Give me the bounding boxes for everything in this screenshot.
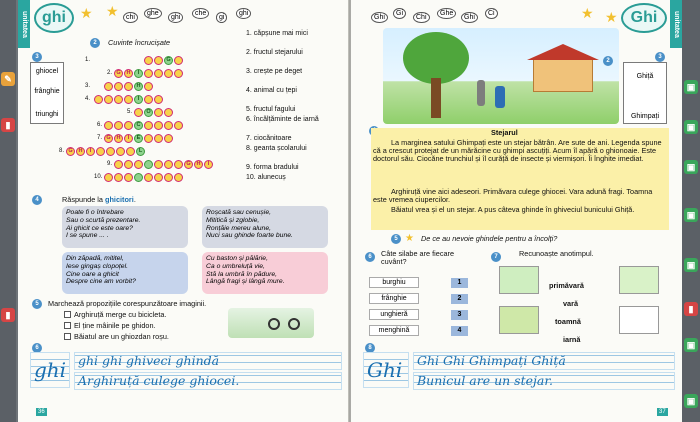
image-icon[interactable]: ▣ xyxy=(684,338,698,352)
crossword-row[interactable] xyxy=(104,173,183,182)
row-number: 4. xyxy=(84,96,90,102)
row-number: 1. xyxy=(84,57,90,63)
star-icon: ★ xyxy=(80,5,93,21)
row-number: 7. xyxy=(96,135,102,141)
left-toolbar xyxy=(0,0,16,422)
page-number: 36 xyxy=(38,409,45,415)
question-text: De ce au nevoie ghindele pentru a încolți? xyxy=(421,234,558,243)
page-number: 37 xyxy=(659,409,666,415)
exercise-number: 5 xyxy=(391,234,401,244)
exercise-number: 6 xyxy=(365,252,375,262)
clue-item: 10. alunecuș xyxy=(246,174,286,181)
crossword-row[interactable]: H xyxy=(104,82,153,91)
unit-tab: unitatea xyxy=(18,0,30,48)
row-number: 10. xyxy=(94,174,103,180)
right-toolbar xyxy=(682,0,700,422)
clue-item: 5. fructul fagului xyxy=(246,106,296,113)
page-right xyxy=(351,0,682,422)
exercise-number: 3 xyxy=(32,52,42,62)
handwriting-text: Arghiruță culege ghiocei. xyxy=(78,373,240,388)
syllable-bubble: Ghe xyxy=(437,8,456,19)
syllable-bubble: ghi xyxy=(168,12,183,23)
season-label: toamnă xyxy=(555,317,581,326)
lesson-brand: Ghi xyxy=(621,3,667,33)
clue-item: 3. crește pe deget xyxy=(246,68,303,75)
picture-panel xyxy=(623,62,667,124)
syllable-bubble: che xyxy=(192,8,209,19)
image-icon[interactable]: ▣ xyxy=(684,160,698,174)
bookmark-icon[interactable]: ▮ xyxy=(1,308,15,322)
unit-tab: unitatea xyxy=(670,0,682,48)
riddle-card: Cu baston și pălărie, Ca o umbreluță vie, Stă la umbră în pădure, Lângă fragi și lângă mure. xyxy=(202,252,328,294)
clue-item: 6. încălțăminte de iarnă xyxy=(246,116,319,123)
exercise-title: Răspunde la ghicitori. xyxy=(62,195,136,204)
reading-title: Stejarul xyxy=(491,128,518,137)
exercise-number: 4 xyxy=(32,195,42,205)
riddle-card: Roșcată sau cenușie, Mititică și zglobie, Ronțăie mereu alune, Nuci sau ghinde foarte bune. xyxy=(202,206,328,248)
exercise-number: 7 xyxy=(491,252,501,262)
star-icon: ★ xyxy=(106,3,119,19)
syllable-bubble: Ghi xyxy=(461,12,478,23)
star-icon: ★ xyxy=(605,9,618,25)
boy-on-bike-illustration xyxy=(228,308,314,338)
bookmark-icon[interactable]: ▮ xyxy=(1,118,15,132)
crossword-row[interactable]: G xyxy=(144,56,183,65)
row-number: 5. xyxy=(126,109,132,115)
word-box: burghiu xyxy=(369,277,419,288)
exercise-title: Câte silabe are fiecare cuvânt? xyxy=(381,249,455,267)
picture-label: triunghi xyxy=(35,111,59,118)
riddle-card: Poate fi o întrebare Sau o scurtă prezentare. Ai ghicit ce este oare? I se spune ... . xyxy=(62,206,188,248)
row-number: 3. xyxy=(84,83,90,89)
picture-label: Ghimpați xyxy=(630,113,659,120)
season-label: primăvară xyxy=(549,281,584,290)
clue-item: 8. geanta școlarului xyxy=(246,145,307,152)
syllable-count[interactable]: 4 xyxy=(451,326,468,336)
page-left xyxy=(18,0,349,422)
tree-picture xyxy=(499,306,539,334)
syllable-bubble: Gi xyxy=(393,8,406,19)
exercise-title: Cuvinte încrucișate xyxy=(108,38,171,47)
syllable-count[interactable]: 2 xyxy=(451,294,468,304)
syllable-bubble: ghe xyxy=(144,8,162,19)
image-icon[interactable]: ▣ xyxy=(684,208,698,222)
image-icon[interactable]: ▣ xyxy=(684,258,698,272)
checkbox-option[interactable]: Băiatul are un ghiozdan roșu. xyxy=(64,333,169,341)
exercise-number: 8 xyxy=(365,343,375,353)
bookmark-icon[interactable]: ▮ xyxy=(684,302,698,316)
syllable-bubble: Chi xyxy=(413,12,430,23)
exercise-title: Marchează propozițiile corespunzătoare imaginii. xyxy=(48,299,207,308)
pencil-icon[interactable]: ✎ xyxy=(1,72,15,86)
clue-item: 1. căpșune mai mici xyxy=(246,30,308,37)
season-label: iarnă xyxy=(563,335,581,344)
exercise-number: 2 xyxy=(603,56,613,66)
syllable-bubble: gi xyxy=(216,12,227,23)
picture-panel xyxy=(30,62,64,124)
clue-item: 2. fructul stejarului xyxy=(246,49,303,56)
row-number: 8. xyxy=(58,148,64,154)
lesson-brand: ghi xyxy=(34,3,74,33)
season-label: vară xyxy=(563,299,579,308)
tree-picture xyxy=(619,266,659,294)
checkbox-option[interactable]: Arghiruță merge cu bicicleta. xyxy=(64,311,166,319)
row-number: 2. xyxy=(106,70,112,76)
syllable-bubble: Ghi xyxy=(371,12,388,23)
exercise-number: 3 xyxy=(655,52,665,62)
image-icon[interactable]: ▣ xyxy=(684,80,698,94)
row-number: 9. xyxy=(106,161,112,167)
reading-paragraph: La marginea satului Ghimpați este un stejar bătrân. Are sute de ani. Legenda spune că a crescut protejat de un mărăcine cu ghimpi ascuțiți. Acum îl apără o ghionoaie. Este doctorul său. Ciocăne trunchiul și îl curăță de insecte și viermișori. Îi înghite imediat. xyxy=(373,138,662,164)
exercise-number: 2 xyxy=(90,38,100,48)
word-box: unghieră xyxy=(369,309,419,320)
picture-label: ghiocel xyxy=(35,68,59,75)
reading-paragraph: Arghiruță vine aici adeseori. Primăvara culege ghiocei. Vara adună fragi. Toamna este vremea ciupercilor. xyxy=(373,187,653,205)
image-icon[interactable]: ▣ xyxy=(684,120,698,134)
syllable-bubble: ghi xyxy=(236,8,251,19)
clue-item: 7. ciocănitoare xyxy=(246,135,292,142)
handwriting-model: Ghi xyxy=(367,358,403,382)
handwriting-text: ghi ghi ghiveci ghindă xyxy=(78,353,220,368)
syllable-count[interactable]: 3 xyxy=(451,310,468,320)
picture-label: Ghiță xyxy=(636,73,654,80)
village-illustration xyxy=(383,28,619,124)
syllable-bubble: chi xyxy=(123,12,138,23)
row-number: 6. xyxy=(96,122,102,128)
handwriting-model: ghi xyxy=(34,358,67,382)
crossword-row[interactable]: I xyxy=(94,95,163,104)
riddle-card: Din zăpadă, mititel, Iese gingaș clopoțel. Cine oare a ghicit Despre cine am vorbit? xyxy=(62,252,188,294)
syllable-count[interactable]: 1 xyxy=(451,278,468,288)
exercise-title: Recunoaște anotimpul. xyxy=(519,249,594,258)
picture-label: frânghie xyxy=(34,88,60,95)
crossword-row[interactable]: G H I xyxy=(114,69,183,78)
crossword-row[interactable]: O xyxy=(134,108,173,117)
tree-picture xyxy=(619,306,659,334)
star-icon: ★ xyxy=(405,233,414,244)
handwriting-text: Bunicul are un stejar. xyxy=(417,373,553,388)
tree-picture xyxy=(499,266,539,294)
crossword-row[interactable]: G H I E xyxy=(104,134,173,143)
star-icon: ★ xyxy=(581,5,594,21)
crossword-row[interactable]: G H I L xyxy=(66,147,145,156)
clue-item: 4. animal cu țepi xyxy=(246,87,297,94)
syllable-bubble: Ci xyxy=(485,8,498,19)
exercise-number: 6 xyxy=(32,343,42,353)
word-box: frânghie xyxy=(369,293,419,304)
reading-paragraph: Băiatul vrea și el un stejar. A pus câteva ghinde în ghiveciul bunicului Ghiță. xyxy=(391,205,635,214)
clue-item: 9. forma bradului xyxy=(246,164,299,171)
checkbox-option[interactable]: El ține mâinile pe ghidon. xyxy=(64,322,156,330)
image-icon[interactable]: ▣ xyxy=(684,394,698,408)
crossword-row[interactable]: G H I xyxy=(114,160,213,169)
crossword-row[interactable]: C xyxy=(104,121,183,130)
word-box: menghină xyxy=(369,325,419,336)
handwriting-text: Ghi Ghi Ghimpați Ghiță xyxy=(417,353,566,368)
exercise-number: 5 xyxy=(32,299,42,309)
